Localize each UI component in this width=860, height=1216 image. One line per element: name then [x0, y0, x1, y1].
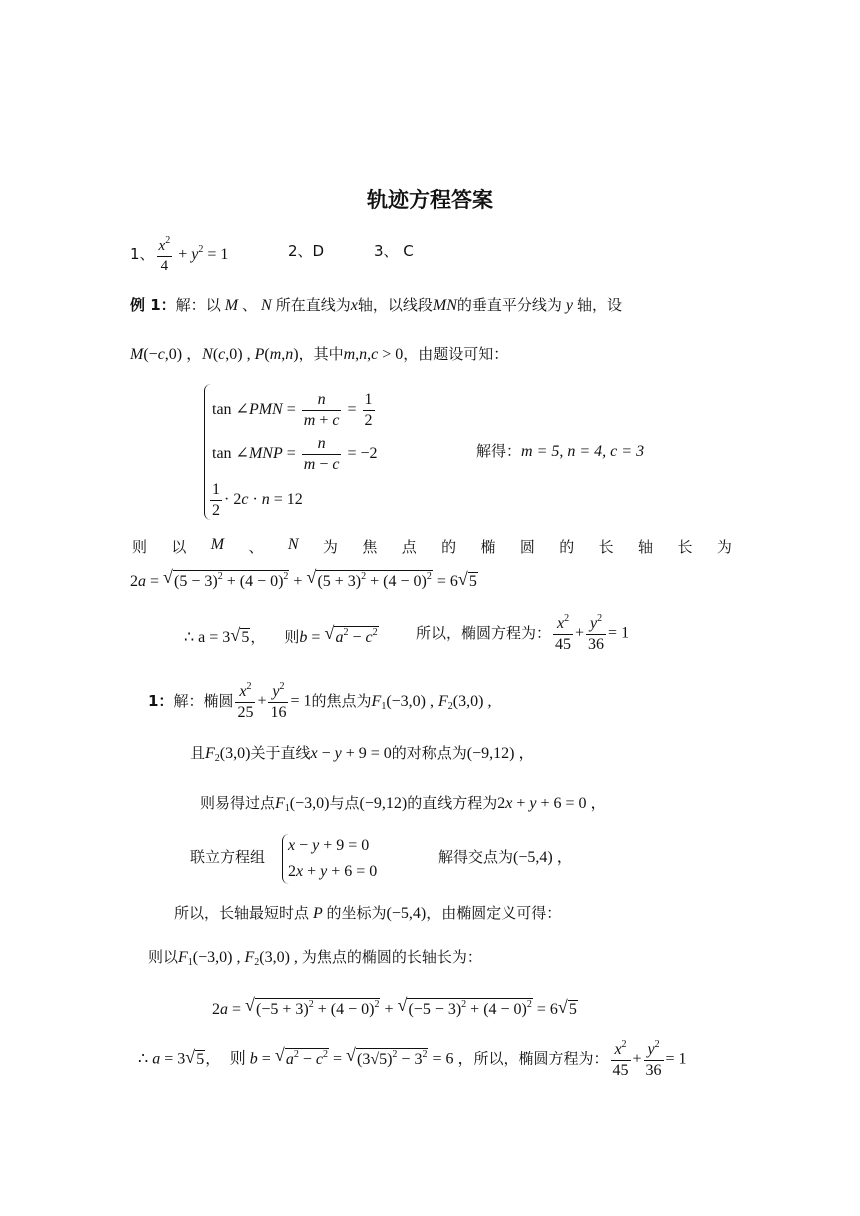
major-axis-sentence: 则 以 M 、 N 为 焦 点 的 椭 圆 的 长 轴 长 为: [132, 536, 732, 556]
answer-2: 2、D: [288, 242, 325, 260]
system-eq-1: x − y + 9 = 0: [288, 837, 370, 854]
a-and-b-result: ∴ a = 3 √ 5， 则b = √ $a^2 - c^2$: [184, 623, 378, 646]
problem-1-line-1: 1：解：椭圆 $\frac{x^2}{25}$ + $\frac{y^2}{16}$ = 1的焦点为$F_1(-3,0)$ , $F_2(3,0)$ ,: [148, 681, 492, 721]
system-eq-2: 2x + y + 6 = 0: [288, 863, 378, 880]
problem-1-line-5: 所以，长轴最短时点 P 的坐标为(−5,4)，由椭圆定义可得：: [174, 904, 562, 922]
example-1-intro: 例 1：解：以 M 、 N 所在直线为x轴，以线段MN的垂直平分线为 y 轴，设: [130, 296, 622, 314]
problem-1-line-3: 则易得过点$F_1(-3,0)$与点(−9,12)的直线方程为2x + y + 6 = 0 ，: [200, 794, 607, 814]
ellipse-equation-1: 所以，椭圆方程为： $\frac{x^2}{45}$ + $\frac{y^2}{36}$ = 1: [416, 613, 630, 653]
problem-1-two-a: 2a = √ $(-5 + 3)^2 + (4 - 0)^2$ + √ $(-5 - 3)^2 + (4 - 0)^2 = 6$ √ 5: [212, 995, 577, 1018]
equation-tan-pmn: tan ∠PMN = $\frac{n}{m + c}$ = $\frac{1}{2}$: [212, 391, 373, 429]
problem-1-final: ∴ a = 3 √ 5， 则 b = √ $a^2 - c^2$ = √ $(3√5)^2 - 3^2 = 6$ ，所以，椭圆方程为： $\frac{x^2}{45}$ + $\frac{y^2}{36}$ = 1: [138, 1039, 687, 1079]
page-title: 轨迹方程答案: [367, 188, 493, 212]
solution-values: 解得：m = 5, n = 4, c = 3: [476, 442, 645, 460]
problem-1-system-label: 联立方程组: [190, 848, 266, 866]
problem-1-line-2: 且$F_2(3,0)$关于直线x − y + 9 = 0的对称点为(−9,12) ，: [190, 744, 535, 764]
equation-area: $\frac{1}{2}$ · 2c · n = 12: [212, 481, 303, 519]
two-a-equation: 2a = √ $(5 - 3)^2 + (4 - 0)^2$ + √ $(5 + 3)^2 + (4 - 0)^2 = 6$ √ 5: [130, 567, 477, 590]
answer-3: 3、 C: [374, 242, 414, 260]
answer-1: 1、 $\frac{x^2}{4}$ + $y^2 = 1$: [130, 235, 229, 274]
problem-1-line-6: 则以$F_1(-3,0)$ , $F_2(3,0)$ , 为焦点的椭圆的长轴长为：: [148, 948, 482, 968]
intersection-result: 解得交点为(−5,4) ，: [438, 848, 573, 866]
example-1-coords: M(−c,0) ，N(c,0) , P(m,n)，其中m,n,c > 0，由题设可知：: [130, 345, 509, 363]
equation-tan-mnp: tan ∠MNP = $\frac{n}{m - c}$ = −2: [212, 435, 378, 473]
